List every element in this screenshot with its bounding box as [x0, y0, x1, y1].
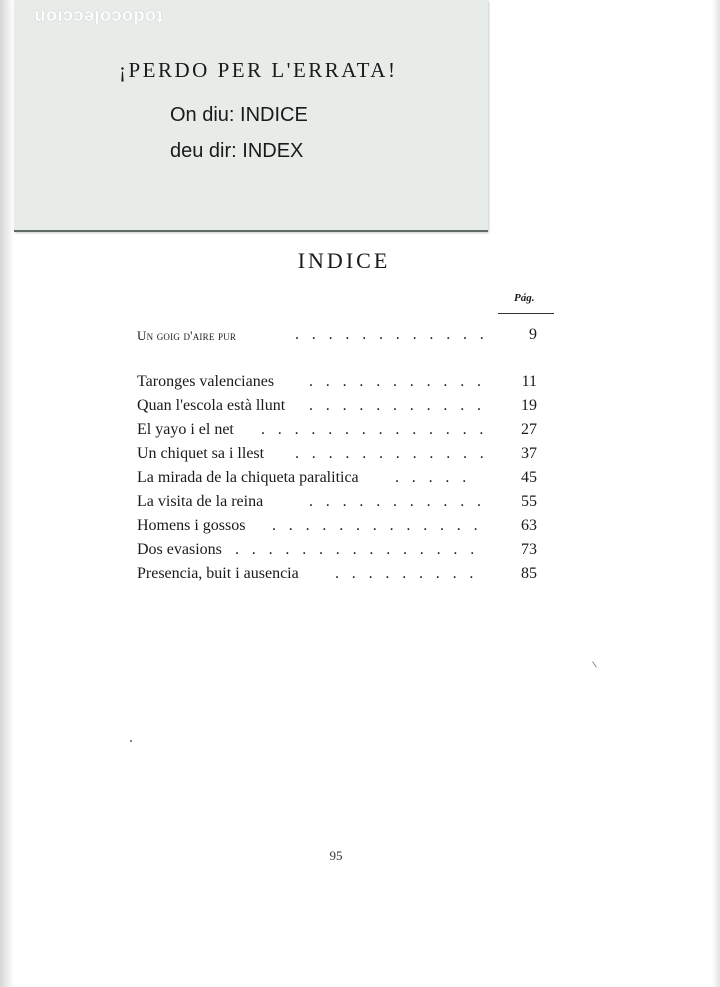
toc-entry-title: Un chiquet sa i llest [137, 445, 265, 462]
toc-entry [137, 397, 537, 419]
paper-speck [592, 661, 597, 667]
toc-entry [137, 469, 537, 491]
toc-entry-page: 45 [521, 469, 537, 486]
toc-leader-dots: . . . . . . . . . . . . . . . [235, 541, 479, 558]
toc-entry [137, 421, 537, 443]
errata-title: ¡PERDO PER L'ERRATA! [119, 58, 398, 82]
toc-entry-page: 73 [521, 541, 537, 558]
toc-leader-dots: . . . . . . . . . . . [309, 397, 486, 414]
toc-entry-title: Taronges valencianes [137, 373, 275, 390]
toc-entry-page: 11 [521, 373, 537, 390]
toc-entry [137, 493, 537, 515]
page-gutter-shadow [0, 0, 14, 987]
toc-entry-title: Dos evasions [137, 541, 222, 558]
watermark: todocoleccion [34, 7, 163, 27]
toc-entry-page: 19 [521, 397, 537, 414]
toc-entry-page: 27 [521, 421, 537, 438]
errata-line-wrong: On diu: INDICE [170, 104, 308, 126]
toc-entry-page: 85 [521, 565, 537, 582]
errata-line-correct: deu dir: INDEX [170, 140, 304, 162]
index-title: INDICE [297, 248, 391, 273]
toc-leader-dots: . . . . . . . . . . . . . [272, 517, 482, 534]
toc-entry-title: Homens i gossos [137, 517, 246, 534]
paper-speck [130, 740, 132, 742]
page-column-rule [498, 313, 554, 314]
toc-entry-title: Un goig d'aire pur [137, 328, 237, 343]
toc-entry [137, 326, 537, 348]
toc-leader-dots: . . . . . [395, 469, 471, 486]
toc-leader-dots: . . . . . . . . . [335, 565, 478, 582]
toc-leader-dots: . . . . . . . . . . . . . . [261, 421, 488, 438]
toc-entry [137, 517, 537, 539]
toc-entry [137, 565, 537, 587]
toc-entry-title: Presencia, buit i ausencia [137, 565, 299, 582]
toc-entry-title: Quan l'escola està llunt [137, 397, 286, 414]
toc-entry [137, 445, 537, 467]
toc-entry-title: La visita de la reina [137, 493, 264, 510]
page-number: 95 [329, 848, 343, 863]
toc-entry-page: 63 [521, 517, 537, 534]
toc-entry-title: La mirada de la chiqueta paralitica [137, 469, 359, 486]
toc-entry [137, 541, 537, 563]
toc-entry-title: El yayo i el net [137, 421, 234, 438]
toc-entry-page: 9 [529, 326, 537, 343]
errata-slip [14, 0, 488, 232]
toc-entry-page: 55 [521, 493, 537, 510]
toc-entry-page: 37 [521, 445, 537, 462]
toc-leader-dots: . . . . . . . . . . . . [295, 326, 489, 343]
toc-leader-dots: . . . . . . . . . . . . [295, 445, 489, 462]
page-edge-shadow [712, 0, 720, 987]
toc-leader-dots: . . . . . . . . . . . [309, 493, 486, 510]
page-column-header: Pág. [514, 292, 535, 304]
toc-entry [137, 373, 537, 395]
toc-leader-dots: . . . . . . . . . . . [309, 373, 486, 390]
